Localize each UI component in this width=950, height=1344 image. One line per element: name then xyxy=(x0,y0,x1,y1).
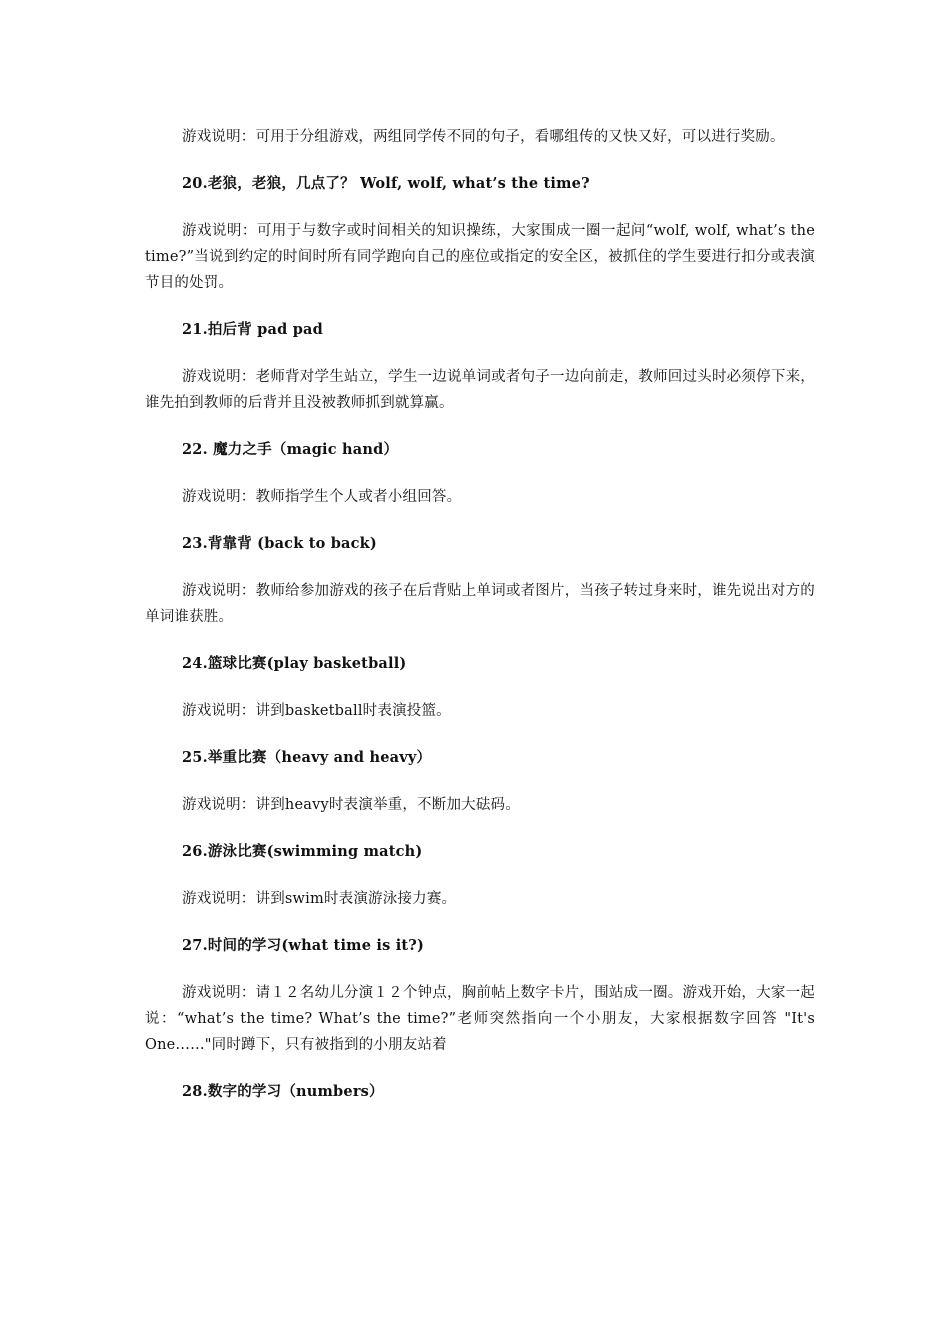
game-heading-25: 25.举重比赛（heavy and heavy） xyxy=(182,749,432,766)
game-heading-28: 28.数字的学习（numbers） xyxy=(182,1083,384,1100)
game-description-25: 游戏说明：讲到heavy时表演举重，不断加大砝码。 xyxy=(182,797,520,813)
game-description-24: 游戏说明：讲到basketball时表演投篮。 xyxy=(182,703,451,719)
game-description-20: 游戏说明：可用于与数字或时间相关的知识操练，大家围成一圈一起问“wolf, wolf, what’s the time?”当说到约定的时间时所有同学跑向自己的座位或指定的安全区，被抓住的学生要进行扣分或表演节目的处罚。 xyxy=(145,223,815,291)
game-heading-26: 26.游泳比赛(swimming match) xyxy=(182,843,423,860)
game-heading-21: 21.拍后背 pad pad xyxy=(182,321,323,338)
game-heading-23: 23.背靠背 (back to back) xyxy=(182,535,377,552)
game-description-26: 游戏说明：讲到swim时表演游泳接力赛。 xyxy=(182,891,457,907)
game-description-22: 游戏说明：教师指学生个人或者小组回答。 xyxy=(182,489,462,505)
game-description-27: 游戏说明：请１２名幼儿分演１２个钟点，胸前帖上数字卡片，围站成一圈。游戏开始，大家一起说：“what’s the time? What’s the time?”老师突然指向一个小朋友，大家根据数字回答 "It's One……"同时蹲下，只有被指到的小朋友站着 xyxy=(145,985,815,1053)
document-body xyxy=(145,124,815,1126)
game-description-23: 游戏说明：教师给参加游戏的孩子在后背贴上单词或者图片，当孩子转过身来时，谁先说出对方的单词谁获胜。 xyxy=(145,583,815,625)
game-heading-24: 24.篮球比赛(play basketball) xyxy=(182,655,407,672)
game-heading-27: 27.时间的学习(what time is it?) xyxy=(182,937,425,954)
game-heading-22: 22. 魔力之手（magic hand） xyxy=(182,441,399,458)
game-heading-20: 20.老狼，老狼，几点了？ Wolf, wolf, what’s the time? xyxy=(182,175,590,192)
game-description-19: 游戏说明：可用于分组游戏，两组同学传不同的句子，看哪组传的又快又好，可以进行奖励。 xyxy=(182,129,785,145)
game-description-21: 游戏说明：老师背对学生站立，学生一边说单词或者句子一边向前走，教师回过头时必须停下来，谁先拍到教师的后背并且没被教师抓到就算赢。 xyxy=(145,369,815,411)
